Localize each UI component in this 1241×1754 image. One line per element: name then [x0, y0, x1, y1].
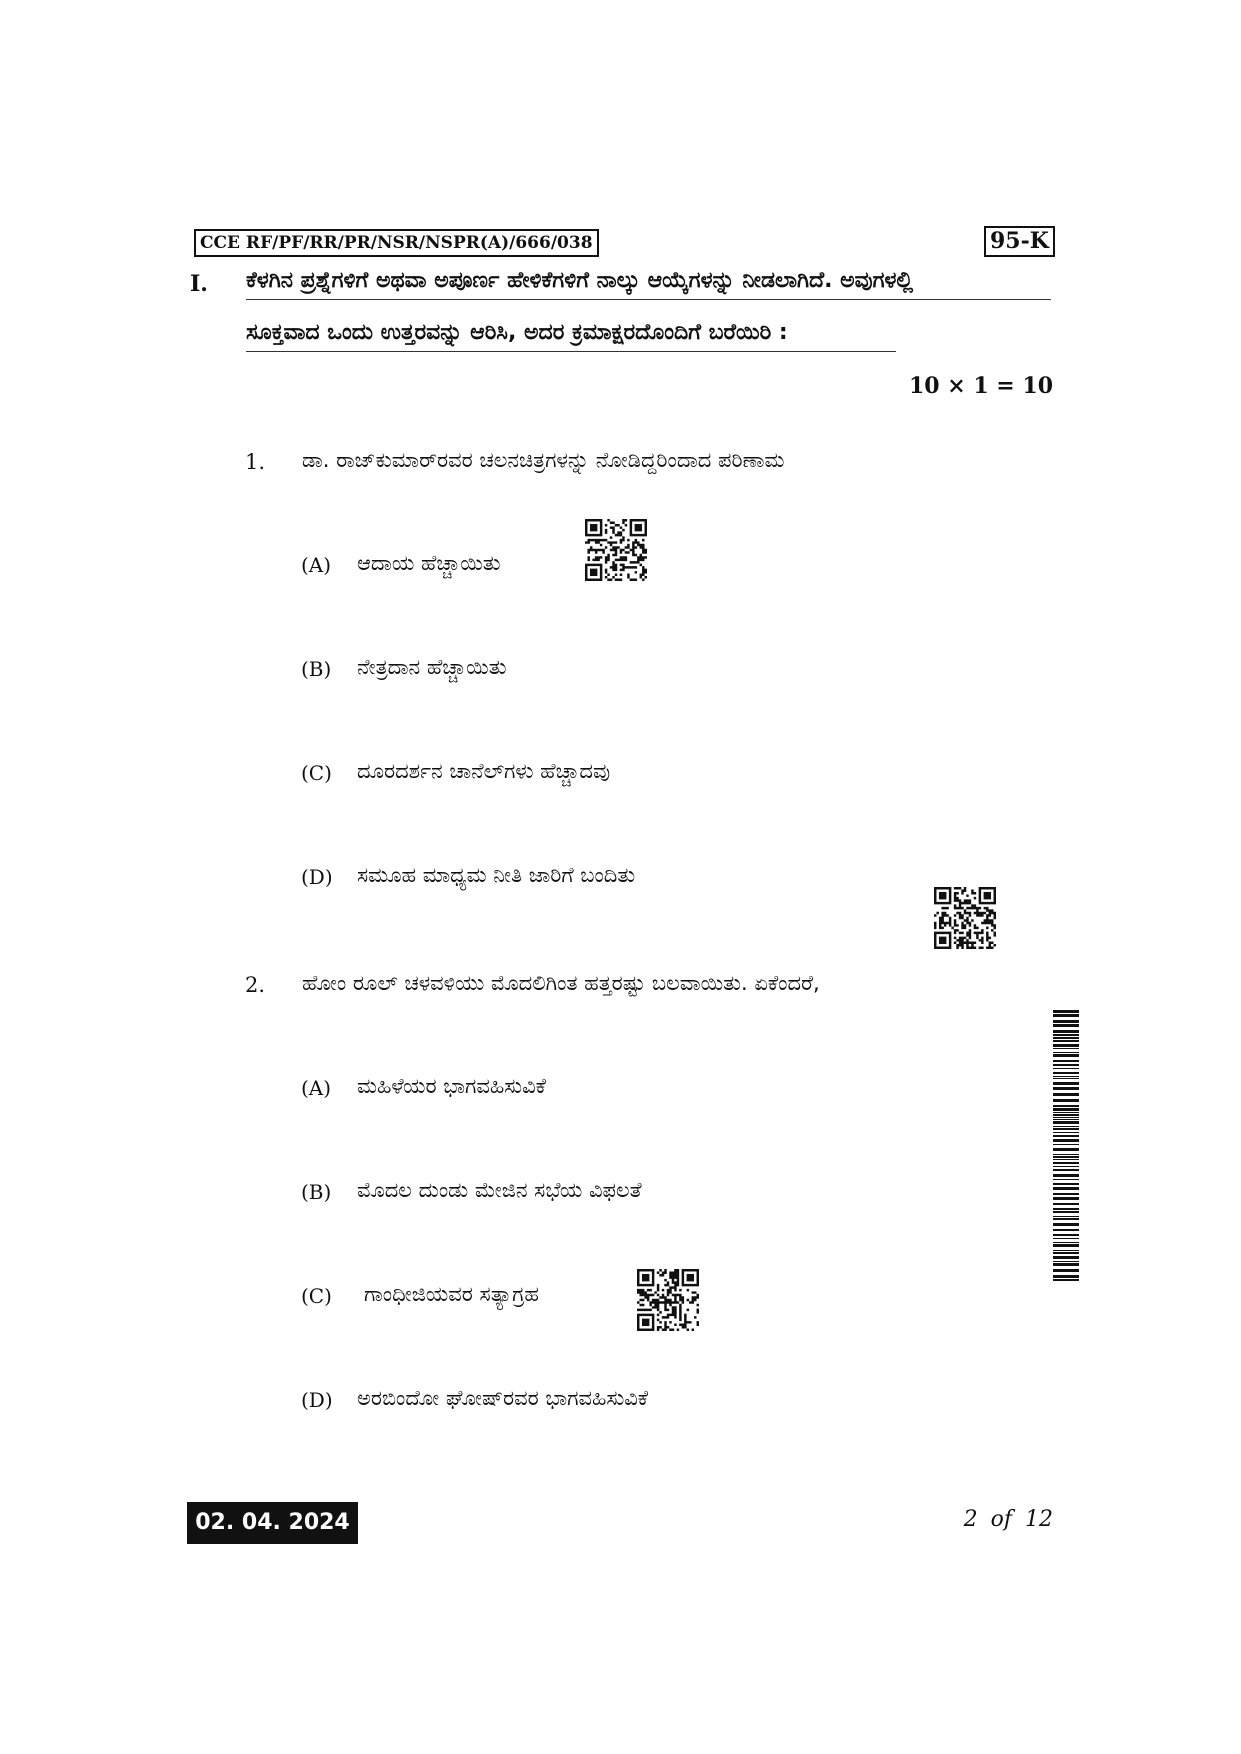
option-text: ದೂರದರ್ಶನ ಚಾನೆಲ್‌ಗಳು ಹೆಚ್ಚಾದವು [357, 759, 611, 783]
page-number: 2 of 12 [963, 1507, 1053, 1532]
option-text: ನೇತ್ರದಾನ ಹೆಚ್ಚಾಯಿತು [357, 655, 507, 679]
option-label: (C) [301, 1284, 332, 1308]
option-text: ಮೊದಲ ದುಂಡು ಮೇಜಿನ ಸಭೆಯ ವಿಫಲತೆ [357, 1178, 642, 1202]
option-text: ಗಾಂಧೀಜಿಯವರ ಸತ್ಯಾಗ್ರಹ [364, 1282, 539, 1306]
barcode-icon [1053, 1010, 1079, 1282]
question-text: ಡಾ. ರಾಜ್‌ಕುಮಾರ್‌ರವರ ಚಲನಚಿತ್ರಗಳನ್ನು ನೋಡಿದ್ದರಿಂದಾದ ಪರಿಣಾಮ [302, 448, 785, 472]
option-text: ಅರಬಿಂದೋ ಘೋಷ್‌ರವರ ಭಾಗವಹಿಸುವಿಕೆ [357, 1386, 649, 1410]
section-instruction-line2: ಸೂಕ್ತವಾದ ಒಂದು ಉತ್ತರವನ್ನು ಆರಿಸಿ, ಅದರ ಕ್ರಮಾಕ್ಷರದೊಂದಿಗೆ ಬರೆಯಿರಿ : [246, 320, 896, 352]
qr-code-icon [637, 1269, 699, 1331]
option-text: ಸಮೂಹ ಮಾಧ್ಯಮ ನೀತಿ ಜಾರಿಗೆ ಬಂದಿತು [357, 863, 636, 887]
set-code: 95-K [984, 226, 1055, 257]
option-label: (D) [301, 1388, 333, 1412]
exam-date: 02. 04. 2024 [187, 1502, 358, 1544]
option-text: ಮಹಿಳೆಯರ ಭಾಗವಹಿಸುವಿಕೆ [357, 1074, 546, 1098]
option-label: (B) [301, 657, 332, 681]
option-label: (A) [301, 1076, 332, 1100]
question-number: 2. [245, 973, 266, 997]
option-label: (D) [301, 865, 333, 889]
option-text: ಆದಾಯ ಹೆಚ್ಚಾಯಿತು [357, 551, 501, 575]
section-marks: 10 × 1 = 10 [908, 373, 1053, 399]
paper-code: CCE RF/PF/RR/PR/NSR/NSPR(A)/666/038 [194, 229, 599, 257]
question-text: ಹೋಂ ರೂಲ್ ಚಳವಳಿಯು ಮೊದಲಿಗಿಂತ ಹತ್ತರಷ್ಟು ಬಲವಾಯಿತು. ಏಕೆಂದರೆ, [302, 971, 820, 995]
option-label: (C) [301, 761, 332, 785]
qr-code-icon [934, 887, 996, 949]
qr-code-icon [585, 519, 647, 581]
section-instruction-line1: ಕೆಳಗಿನ ಪ್ರಶ್ನೆಗಳಿಗೆ ಅಥವಾ ಅಪೂರ್ಣ ಹೇಳಿಕೆಗಳಿಗೆ ನಾಲ್ಕು ಆಯ್ಕೆಗಳನ್ನು ನೀಡಲಾಗಿದೆ. ಅವುಗಳಲ್ಲಿ [246, 268, 1051, 300]
option-label: (B) [301, 1180, 332, 1204]
section-number: I. [190, 271, 208, 297]
question-number: 1. [245, 450, 266, 474]
option-label: (A) [301, 553, 332, 577]
